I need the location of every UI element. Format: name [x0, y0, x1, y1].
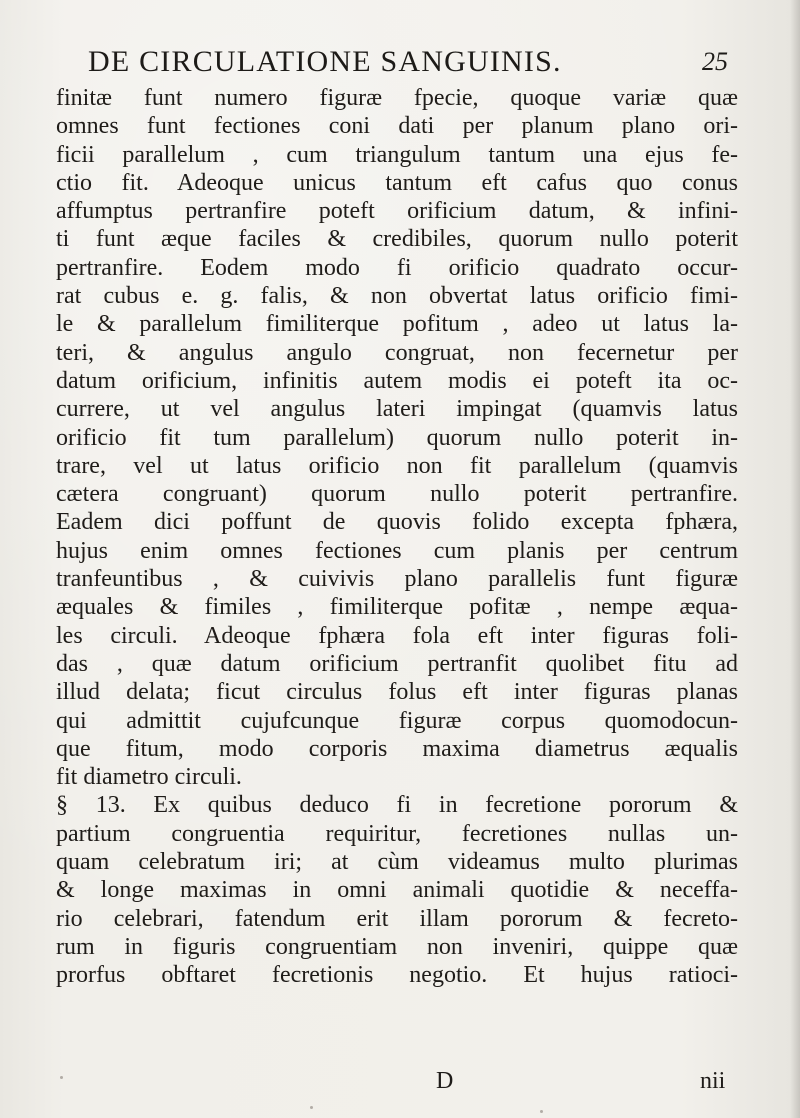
text-line: finitæ funt numero figuræ fpecie, quoque variæ quæ	[56, 85, 738, 111]
page-number: 25	[702, 47, 728, 76]
catchword: nii	[700, 1068, 726, 1094]
text-line: rat cubus e. g. falis, & non obvertat latus orificio fimi-	[56, 283, 738, 310]
text-line: pertranfire. Eodem modo fi orificio quadrato occur-	[56, 254, 738, 281]
text-line: ficii parallelum , cum triangulum tantum una ejus fe-	[56, 141, 738, 168]
text-line: illud delata; ficut circulus folus eft inter figuras planas	[56, 679, 738, 706]
text-line: les circuli. Adeoque fphæra fola eft inter figuras foli-	[56, 622, 738, 649]
text-line: qui admittit cujufcunque figuræ corpus quomodocun-	[56, 707, 738, 734]
text-line: rio celebrari, fatendum erit illam pororum & fecreto-	[56, 905, 738, 932]
text-line: tranfeuntibus , & cuivivis plano parallelis funt figuræ	[56, 566, 738, 593]
text-line: cætera congruant) quorum nullo poterit pertranfire.	[56, 481, 738, 508]
text-line: ctio fit. Adeoque unicus tantum eft cafus quo conus	[56, 169, 738, 196]
paper-speck	[310, 1106, 313, 1109]
paragraph-start-line: § 13. Ex quibus deduco fi in fecretione pororum &	[56, 792, 738, 819]
text-line: & longe maximas in omni animali quotidie & neceffa-	[56, 877, 738, 904]
text-line: omnes funt fectiones coni dati per planum plano ori-	[56, 113, 738, 140]
text-line: teri, & angulus angulo congruat, non fecernetur per	[56, 339, 738, 366]
signature-mark: D	[436, 1068, 454, 1094]
text-line: trare, vel ut latus orificio non fit parallelum (quamvis	[56, 452, 738, 479]
text-line: orificio fit tum parallelum) quorum nullo poterit in-	[56, 424, 738, 451]
text-line: que fitum, modo corporis maxima diametrus æqualis	[56, 735, 738, 762]
paper-speck	[60, 1076, 63, 1079]
page-edge-shadow	[790, 0, 800, 1118]
text-line: le & parallelum fimiliterque pofitum , adeo ut latus la-	[56, 311, 738, 338]
text-line: ti funt æque faciles & credibiles, quorum nullo poterit	[56, 226, 738, 253]
text-line: æquales & fimiles , fimiliterque pofitæ , nempe æqua-	[56, 594, 738, 621]
text-line: affumptus pertranfire poteft orificium datum, & infini-	[56, 198, 738, 225]
text-line: prorfus obftaret fecretionis negotio. Et hujus ratioci-	[56, 962, 738, 989]
text-line: Eadem dici poffunt de quovis folido excepta fphæra,	[56, 509, 738, 536]
text-line: datum orificium, infinitis autem modis ei poteft ita oc-	[56, 367, 738, 394]
running-title: DE CIRCULATIONE SANGUINIS.	[88, 45, 562, 78]
running-header	[88, 42, 728, 82]
paper-speck	[540, 1110, 543, 1113]
text-line: das , quæ datum orificium pertranfit quolibet fitu ad	[56, 650, 738, 677]
body-text	[56, 84, 738, 990]
text-line: quam celebratum iri; at cùm videamus multo plurimas	[56, 849, 738, 876]
text-line: currere, ut vel angulus lateri impingat (quamvis latus	[56, 396, 738, 423]
text-line: fit diametro circuli.	[56, 764, 242, 791]
text-line: hujus enim omnes fectiones cum planis per centrum	[56, 537, 738, 564]
page-footer	[0, 1068, 800, 1098]
text-line: rum in figuris congruentiam non inveniri, quippe quæ	[56, 933, 738, 960]
text-line: partium congruentia requiritur, fecretiones nullas un-	[56, 820, 738, 847]
